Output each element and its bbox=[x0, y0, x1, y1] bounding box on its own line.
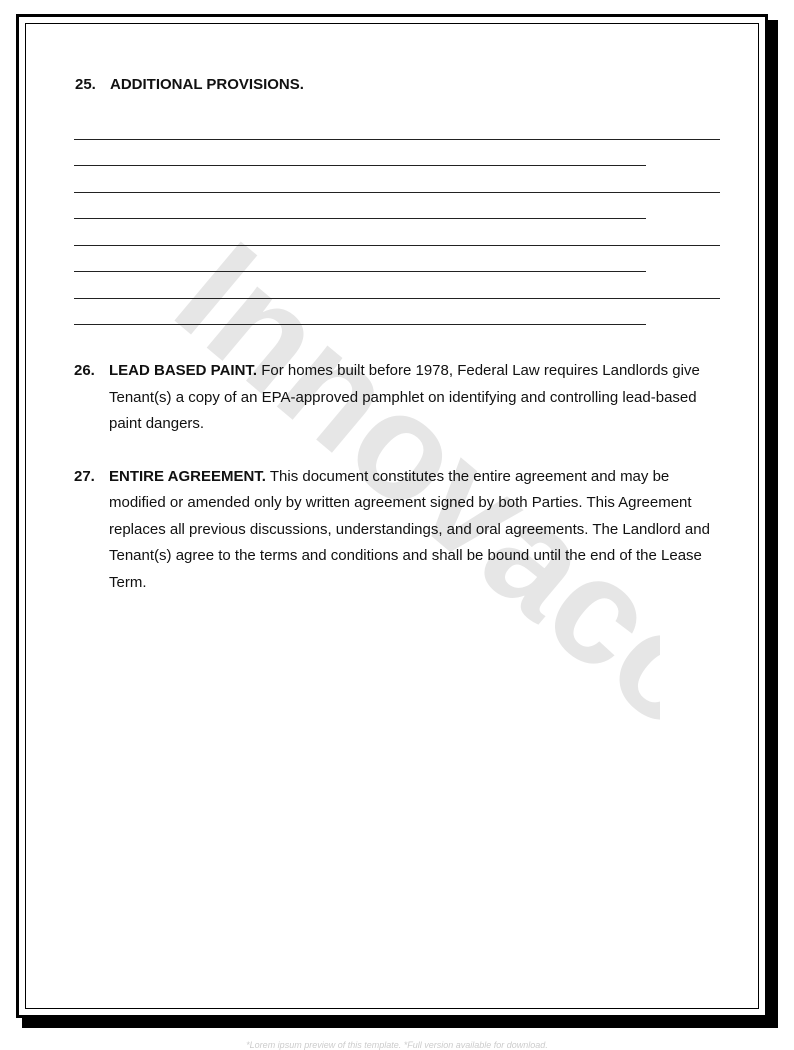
footer-note: *Lorem ipsum preview of this template. *Full version available for download. bbox=[246, 1040, 548, 1050]
additional-provisions-lines bbox=[74, 113, 720, 325]
clause-text: This document constitutes the entire agreement and may be modified or amended only by written agreement signed by both Parties. This Agreement replaces all previous discussions, understandings, and oral agreements. The Landlord and Tenant(s) agree to the terms and conditions and shall be bound until the end of the Lease Term. bbox=[109, 467, 710, 591]
clause-body bbox=[109, 358, 720, 438]
section-title: ADDITIONAL PROVISIONS. bbox=[110, 76, 304, 93]
section-27-clause bbox=[74, 464, 720, 597]
section-25-heading bbox=[75, 76, 721, 93]
section-title: LEAD BASED PAINT. bbox=[109, 362, 258, 379]
blank-line[interactable] bbox=[74, 140, 646, 167]
document-content bbox=[74, 76, 720, 596]
blank-line[interactable] bbox=[74, 272, 720, 299]
section-title: ENTIRE AGREEMENT. bbox=[109, 467, 266, 485]
blank-line[interactable] bbox=[74, 113, 720, 140]
blank-line[interactable] bbox=[74, 193, 646, 220]
blank-line[interactable] bbox=[74, 299, 646, 326]
section-26-clause bbox=[74, 358, 720, 438]
watermark-text: Innovaco bbox=[146, 240, 660, 720]
section-number: 26. bbox=[74, 362, 95, 379]
clause-text: For homes built before 1978, Federal Law requires Landlords give Tenant(s) a copy of an EPA-approved pamphlet on identifying and controlling lead-based paint dangers. bbox=[109, 362, 700, 432]
blank-line[interactable] bbox=[74, 246, 646, 273]
clause-body bbox=[109, 464, 720, 597]
section-number: 27. bbox=[74, 467, 95, 485]
section-number: 25. bbox=[75, 76, 96, 93]
blank-line[interactable] bbox=[74, 219, 720, 246]
blank-line[interactable] bbox=[74, 166, 720, 193]
